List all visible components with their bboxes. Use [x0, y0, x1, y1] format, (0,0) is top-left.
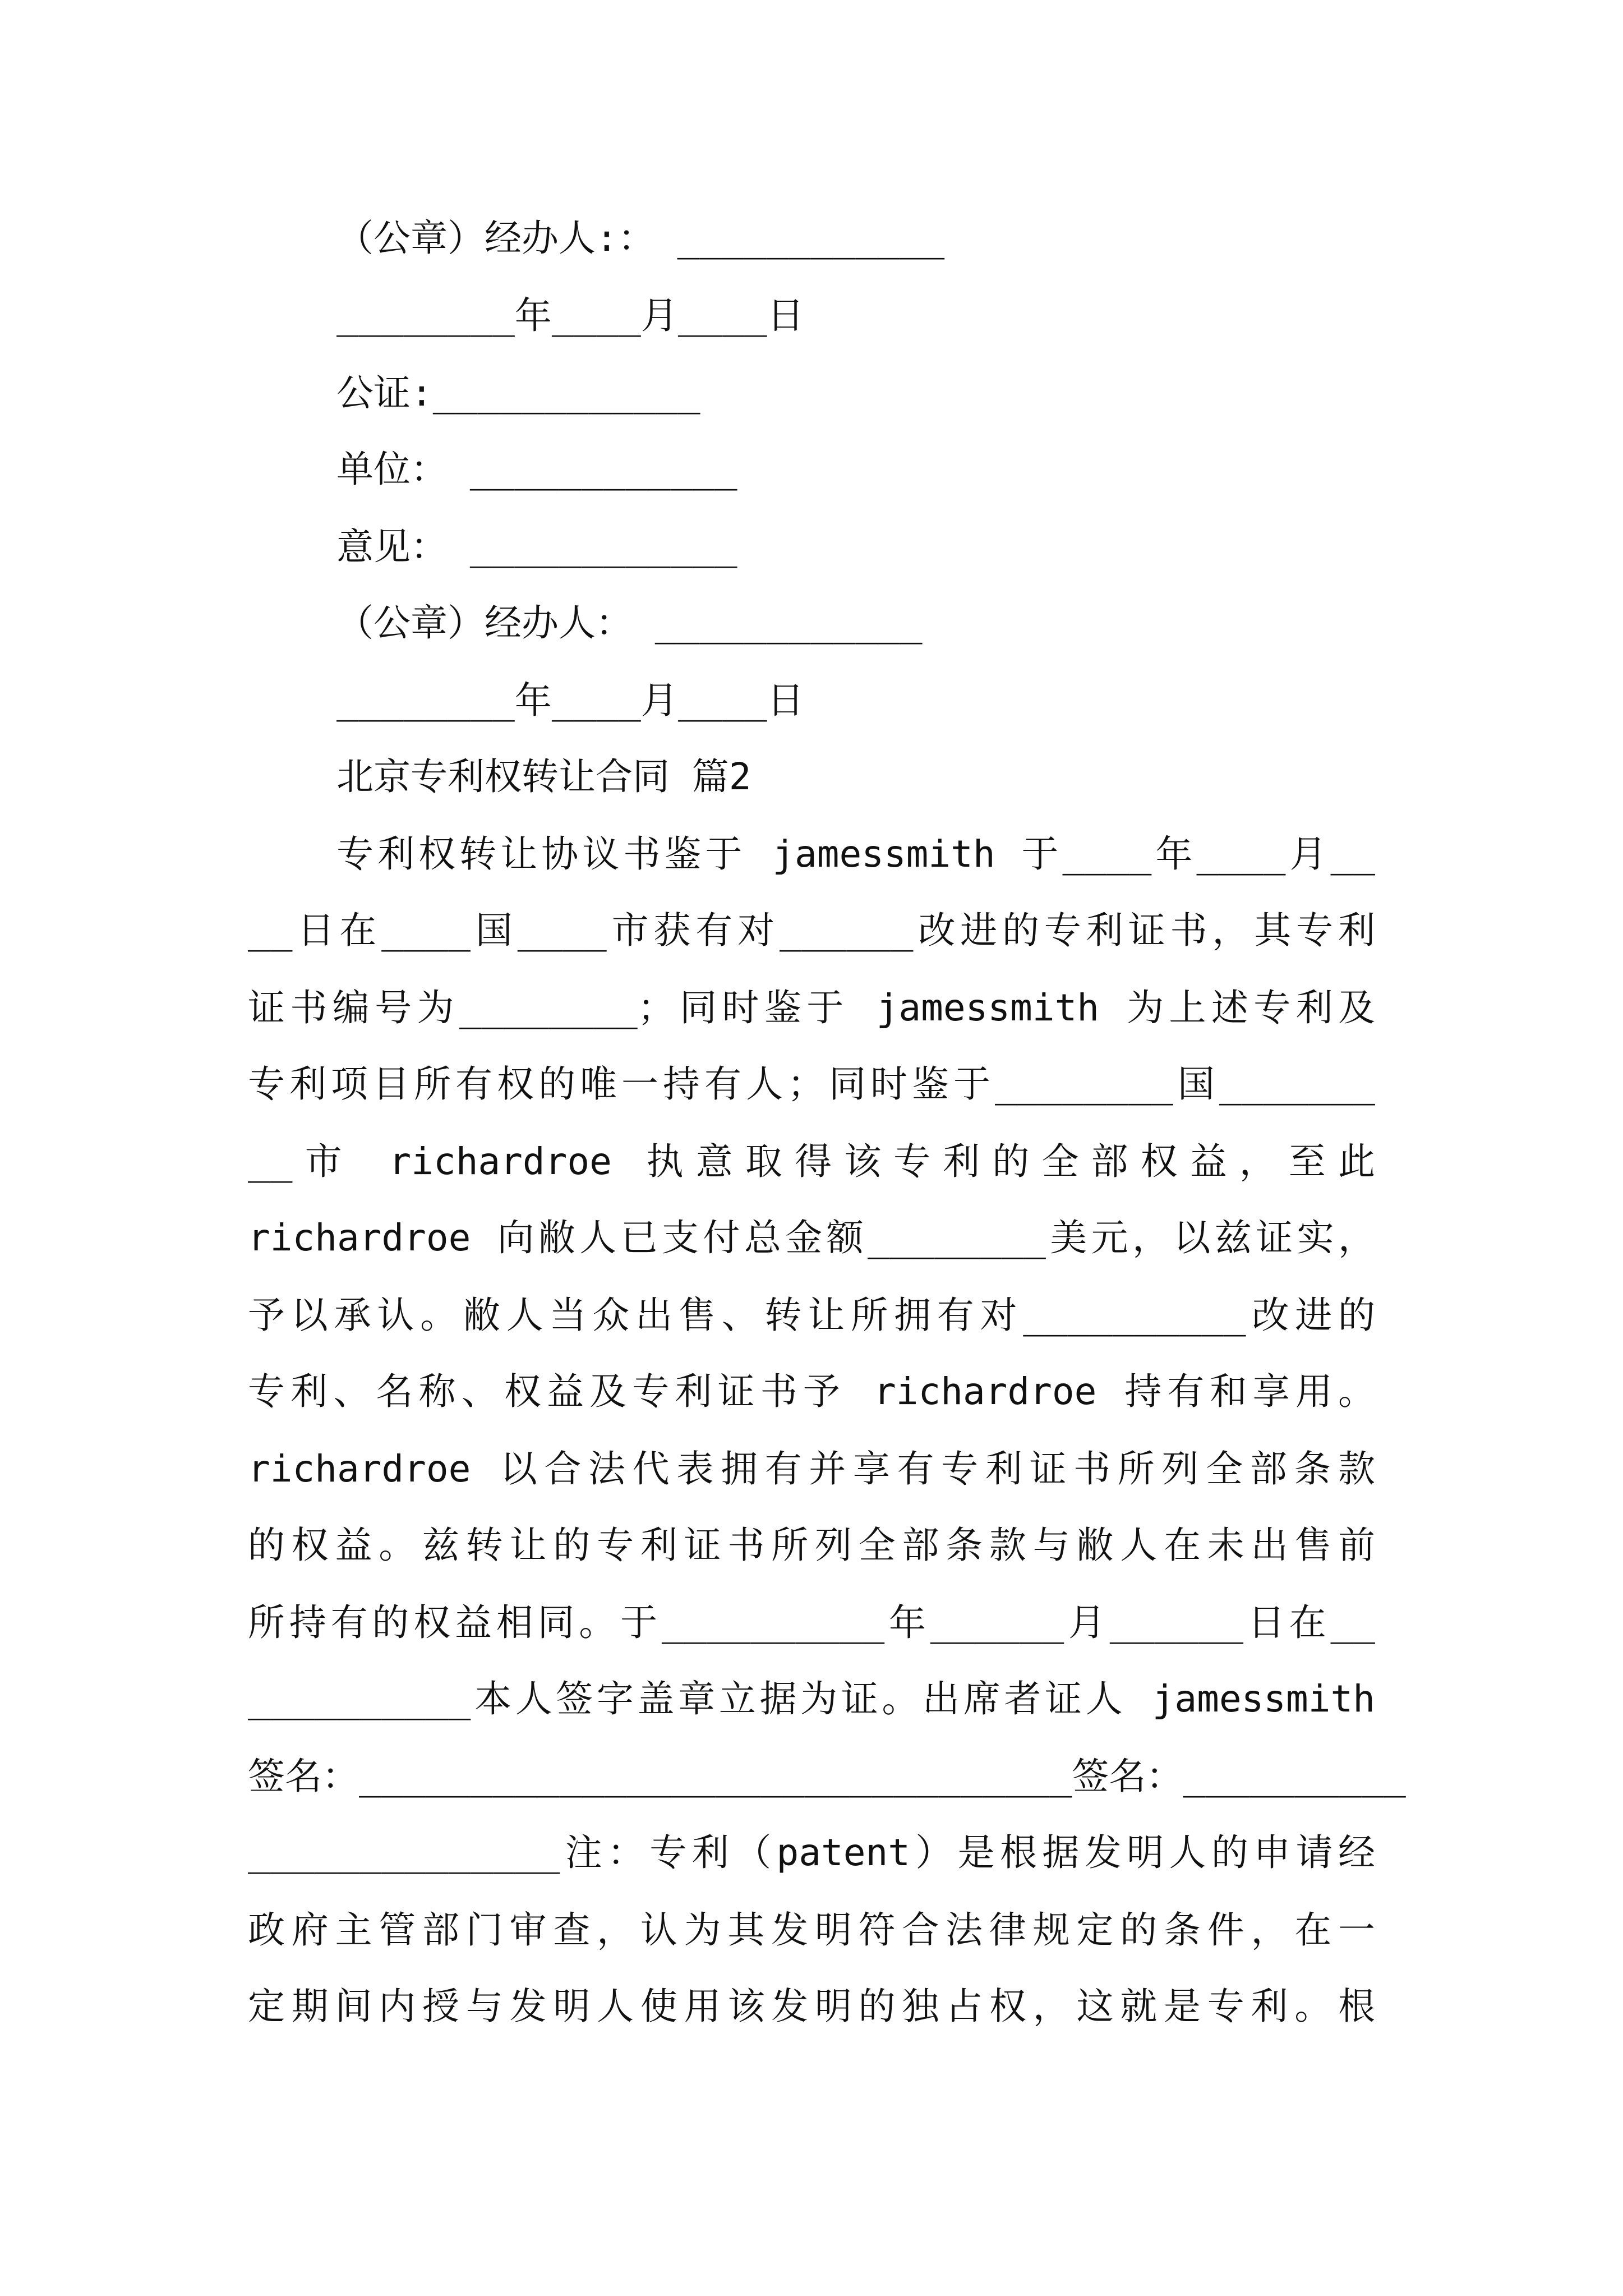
- body-line: 专利权转让协议书鉴于 jamessmith 于____年____月__: [336, 832, 1375, 876]
- body-line: 证书编号为________；同时鉴于 jamessmith 为上述专利及: [248, 986, 1375, 1029]
- body-line: __________本人签字盖章立据为证。出席者证人 jamessmith: [248, 1677, 1375, 1720]
- body-line: 予以承认。敝人当众出售、转让所拥有对__________改进的: [248, 1294, 1375, 1337]
- body-line: richardroe 向敝人已支付总金额________美元，以兹证实，: [248, 1216, 1375, 1259]
- body-line: ______________注：专利（patent）是根据发明人的申请经: [248, 1831, 1375, 1874]
- unit-line: 单位： ____________: [336, 448, 737, 491]
- body-line: 的权益。兹转让的专利证书所列全部条款与敝人在未出售前: [248, 1524, 1375, 1567]
- date-line-2: ________年____月____日: [336, 679, 804, 722]
- agent-seal-line-1: （公章）经办人:： ____________: [336, 217, 945, 260]
- body-line: 政府主管部门审查，认为其发明符合法律规定的条件，在一: [248, 1908, 1375, 1952]
- body-line: richardroe 以合法代表拥有并享有专利证书所列全部条款: [248, 1447, 1375, 1490]
- notary-line: 公证:____________: [336, 371, 700, 415]
- date-line-1: ________年____月____日: [336, 294, 804, 337]
- body-line: 专利项目所有权的唯一持有人；同时鉴于________国_______: [248, 1062, 1375, 1106]
- body-line: __日在____国____市获有对______改进的专利证书，其专利: [248, 909, 1375, 952]
- body-line: 所持有的权益相同。于__________年______月______日在__: [248, 1601, 1375, 1644]
- opinion-line: 意见： ____________: [336, 525, 737, 568]
- body-line: 定期间内授与发明人使用该发明的独占权，这就是专利。根: [248, 1985, 1375, 2028]
- body-line: __市 richardroe 执意取得该专利的全部权益，至此: [248, 1140, 1375, 1183]
- body-line: 专利、名称、权益及专利证书予 richardroe 持有和享用。: [248, 1370, 1375, 1413]
- section-heading: 北京专利权转让合同 篇2: [336, 755, 751, 798]
- signature-line: 签名：________________________________签名：__________: [248, 1755, 1406, 1798]
- agent-seal-line-2: （公章）经办人： ____________: [336, 601, 923, 645]
